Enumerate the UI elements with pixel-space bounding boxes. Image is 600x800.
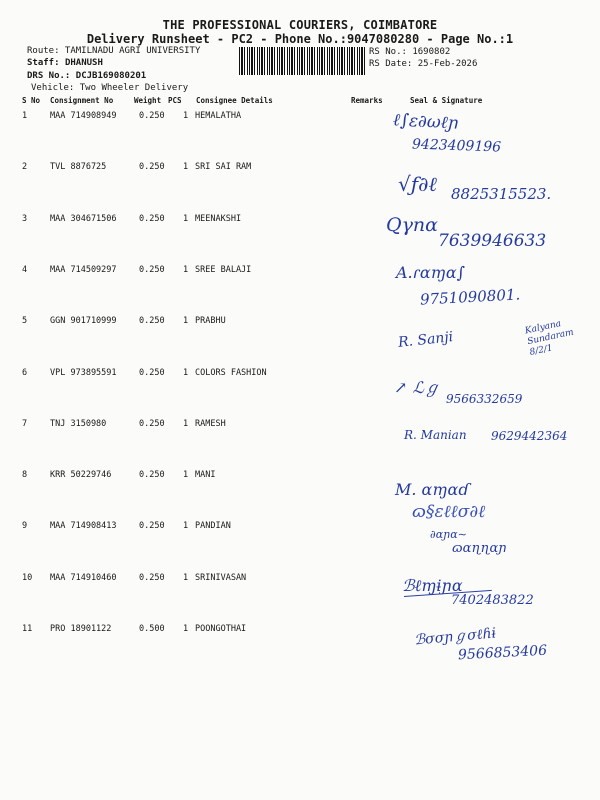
column-header-weight: Weight	[134, 96, 162, 105]
handwritten-phone-1: 9423409196	[411, 136, 502, 156]
handwritten-phone-3: 7639946633	[438, 231, 547, 251]
cell-sno: 3	[22, 213, 28, 224]
signature-scrawl-4: A.ɾɑɱɑ∫	[396, 263, 465, 282]
vehicle-info: Vehicle: Two Wheeler Delivery	[31, 83, 189, 93]
cell-weight: 0.500	[139, 624, 165, 634]
signature-scrawl-1: ℓ∫ɛ∂ωℓɲ	[392, 110, 460, 134]
cell-consignee: SREE BALAJI	[195, 264, 252, 275]
handwritten-phone-6: 9566332659	[446, 392, 523, 406]
signature-scrawl-2: √ƒ∂ℓ	[398, 172, 437, 196]
cell-pcs: 1	[183, 470, 189, 481]
handwritten-phone-2: 8825315523.	[451, 185, 552, 203]
cell-consignment: VPL 973895591	[50, 367, 117, 378]
cell-pcs: 1	[183, 213, 189, 224]
cell-consignment: KRR 50229746	[50, 470, 112, 481]
signature-scrawl-10: ℬℓɱɨɲɑ	[402, 576, 463, 595]
staff-info	[27, 58, 103, 68]
cell-consignee: SRINIVASAN	[195, 572, 247, 583]
cell-consignee: MANI	[195, 470, 216, 481]
document-title: THE PROFESSIONAL COURIERS, COIMBATORE	[162, 18, 438, 32]
cell-consignee: HEMALATHA	[195, 111, 242, 121]
rs-date: RS Date: 25-Feb-2026	[369, 59, 478, 69]
handwritten-note-5: Kalyana Sundaram 8/2/1	[524, 318, 575, 358]
cell-pcs: 1	[183, 162, 189, 173]
cell-sno: 7	[22, 418, 28, 429]
cell-sno: 9	[22, 521, 28, 532]
cell-sno: 8	[22, 470, 28, 481]
handwritten-name-7: R. Manian	[404, 428, 467, 442]
drs-value: DCJB169080201	[75, 71, 147, 81]
staff-label: Staff:	[27, 58, 60, 68]
cell-sno: 11	[22, 624, 33, 634]
staff-value: DHANUSH	[64, 58, 103, 68]
cell-consignee: PRABHU	[195, 316, 226, 327]
signature-scrawl-9: ∂ɑɲɑ∼	[430, 528, 467, 541]
signature-scrawl-9b: ɷɑɳɳɑɲ	[452, 541, 507, 556]
handwritten-name-8: M. ɑɱɑɗ	[395, 480, 470, 499]
column-header-consignee: Consignee Details	[196, 96, 273, 105]
cell-weight: 0.250	[139, 521, 165, 532]
cell-consignment: MAA 714908413	[50, 521, 117, 532]
cell-sno: 1	[22, 111, 28, 121]
route-info: Route: TAMILNADU AGRI UNIVERSITY	[27, 46, 201, 56]
handwritten-name-8-text: M.	[395, 480, 417, 499]
drs-info	[27, 71, 146, 81]
cell-consignee: RAMESH	[195, 418, 226, 429]
handwritten-phone-10: 7402483822	[451, 593, 534, 608]
rs-number: RS No.: 1690802	[369, 47, 451, 57]
cell-weight: 0.250	[139, 111, 165, 121]
cell-weight: 0.250	[139, 470, 165, 481]
cell-consignment: TNJ 3150980	[50, 418, 107, 429]
cell-sno: 5	[22, 316, 28, 327]
cell-consignment: GGN 901710999	[50, 316, 117, 327]
column-header-remarks: Remarks	[351, 96, 383, 105]
handwritten-phone-4: 9751090801.	[419, 285, 521, 309]
cell-pcs: 1	[183, 624, 189, 634]
runsheet-subtitle: Delivery Runsheet - PC2 - Phone No.:9047080280 - Page No.:1	[86, 32, 514, 46]
cell-pcs: 1	[183, 572, 189, 583]
signature-scrawl-8b: ɷ§ɛℓℓσ∂ℓ	[412, 502, 486, 522]
drs-label: DRS No.:	[27, 71, 71, 81]
barcode	[239, 47, 365, 75]
cell-sno: 4	[22, 264, 28, 275]
cell-consignee: COLORS FASHION	[195, 367, 267, 378]
cell-consignment: PRO 18901122	[50, 624, 112, 634]
cell-consignee: SRI SAI RAM	[195, 162, 252, 173]
cell-consignment: MAA 714908949	[50, 111, 117, 121]
cell-sno: 6	[22, 367, 28, 378]
column-header-sno: S No	[22, 96, 41, 105]
cell-sno: 2	[22, 162, 28, 173]
cell-weight: 0.250	[139, 418, 165, 429]
column-header-pcs: PCS	[168, 96, 182, 105]
cell-weight: 0.250	[139, 162, 165, 173]
handwritten-phone-11: 9566853406	[457, 642, 548, 664]
cell-consignment: MAA 714910460	[50, 572, 117, 583]
cell-weight: 0.250	[139, 316, 165, 327]
signature-scrawl-6: ↗ ℒℊ	[394, 378, 441, 397]
cell-pcs: 1	[183, 367, 189, 378]
column-header-seal: Seal & Signature	[410, 96, 483, 105]
cell-pcs: 1	[183, 264, 189, 275]
cell-consignment: TVL 8876725	[50, 162, 107, 173]
column-header-consignment: Consignment No	[50, 96, 114, 105]
handwritten-phone-7: 9629442364	[491, 429, 568, 443]
cell-pcs: 1	[183, 521, 189, 532]
cell-weight: 0.250	[139, 572, 165, 583]
cell-consignee: PANDIAN	[195, 521, 231, 532]
signature-scrawl-11: ℬσσɲℊσℓɦɨ	[413, 625, 497, 649]
cell-pcs: 1	[183, 316, 189, 327]
cell-consignment: MAA 304671506	[50, 213, 117, 224]
cell-pcs: 1	[183, 111, 189, 121]
cell-sno: 10	[22, 572, 33, 583]
cell-consignee: MEENAKSHI	[195, 213, 242, 224]
cell-pcs: 1	[183, 418, 189, 429]
cell-consignee: POONGOTHAI	[195, 624, 247, 634]
handwritten-name-5: R. Sanji	[397, 329, 454, 351]
cell-consignment: MAA 714509297	[50, 264, 117, 275]
cell-weight: 0.250	[139, 264, 165, 275]
cell-weight: 0.250	[139, 213, 165, 224]
cell-weight: 0.250	[139, 367, 165, 378]
signature-scrawl-3: Qγnɑ	[386, 214, 438, 236]
